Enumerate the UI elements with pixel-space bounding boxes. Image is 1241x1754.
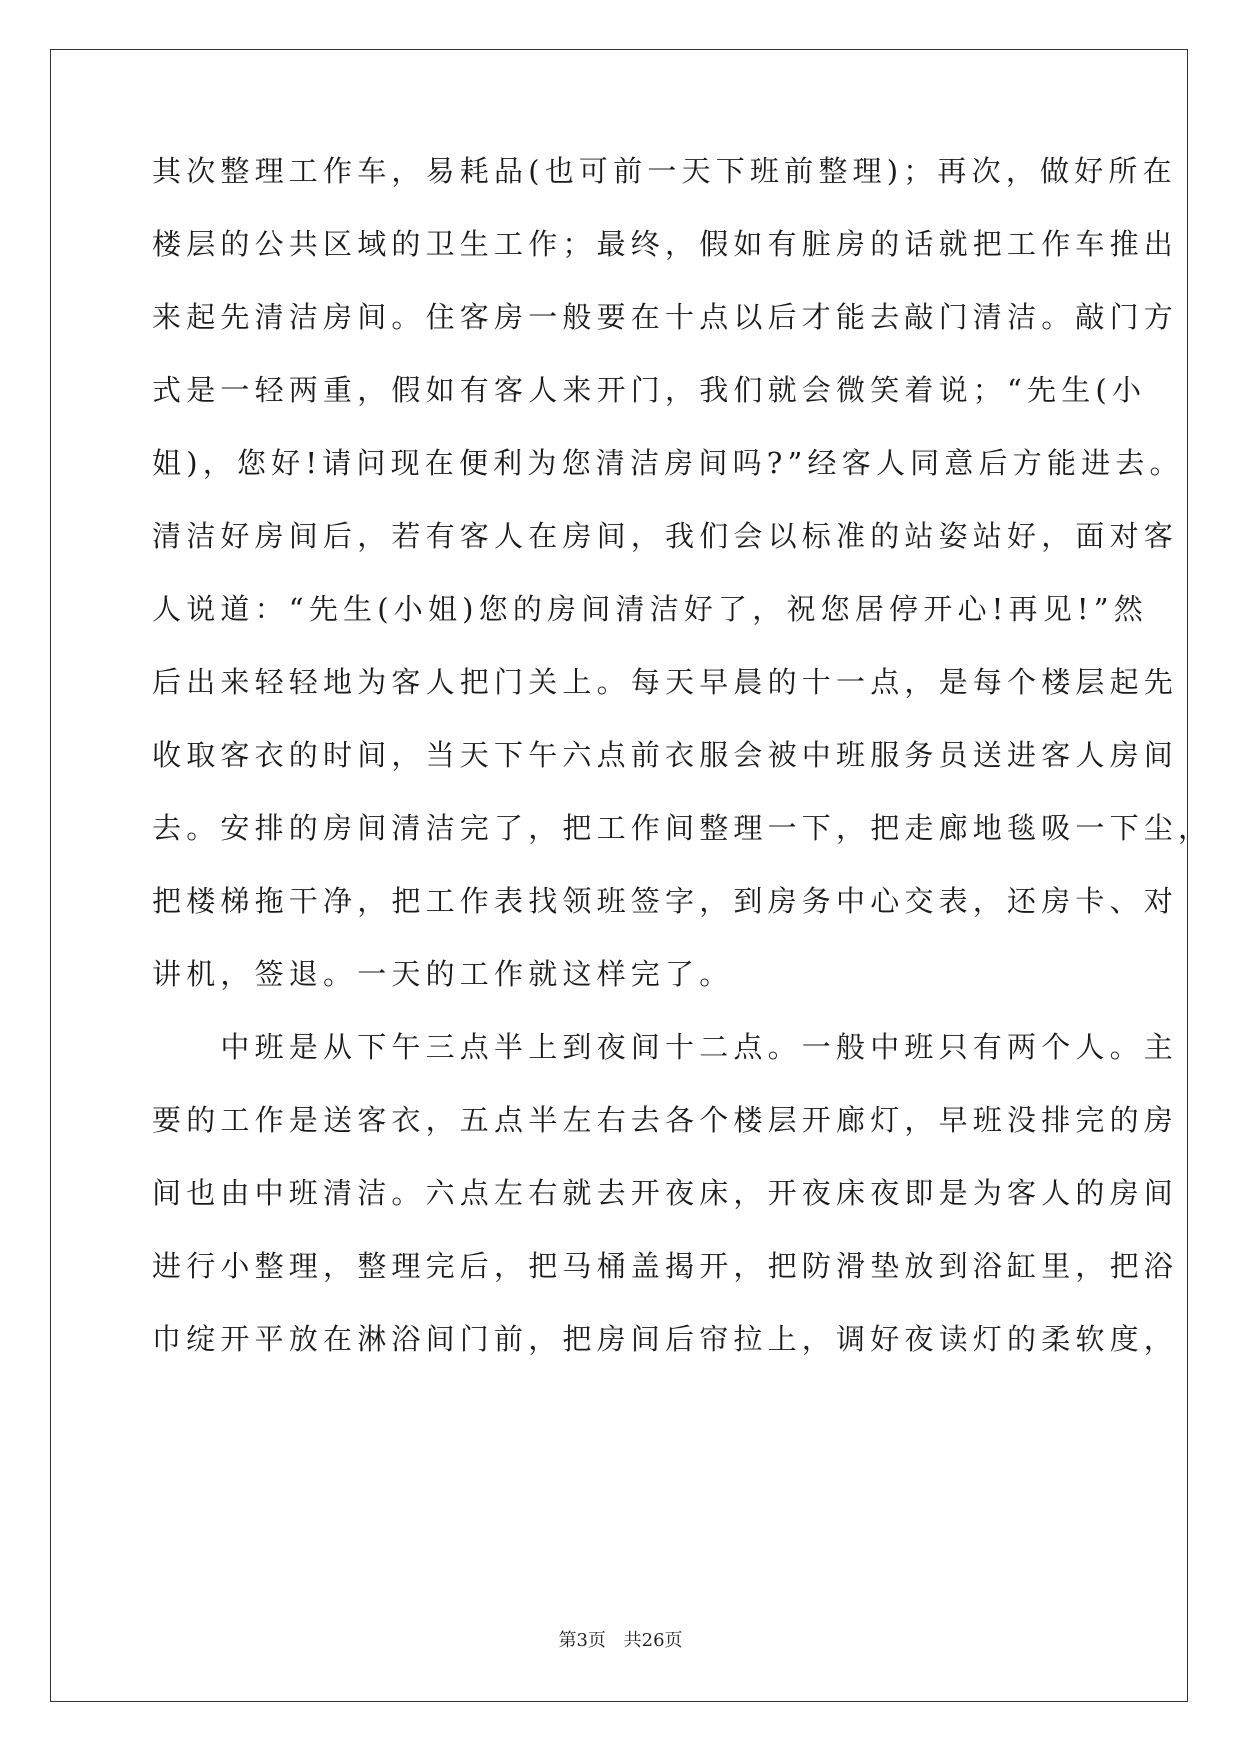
text-line: 间也由中班清洁。六点左右就去开夜床，开夜床夜即是为客人的房间 [152,1176,1179,1210]
page-number: 第3页 [558,1630,606,1651]
text-line: 讲机，签退。一天的工作就这样完了。 [152,957,734,991]
text-line: 楼层的公共区域的卫生工作；最终，假如有脏房的话就把工作车推出 [152,227,1179,261]
text-line: 中班是从下午三点半上到夜间十二点。一般中班只有两个人。主 [152,1030,1179,1064]
text-line: 去。安排的房间清洁完了，把工作间整理一下，把走廊地毯吸一下尘， [152,811,1213,845]
text-line: 人说道：“先生(小姐)您的房间清洁好了，祝您居停开心!再见!”然 [152,592,1148,626]
text-line: 要的工作是送客衣，五点半左右去各个楼层开廊灯，早班没排完的房 [152,1103,1179,1137]
text-line: 式是一轻两重，假如有客人来开门，我们就会微笑着说；“先生(小 [152,373,1147,407]
text-line: 后出来轻轻地为客人把门关上。每天早晨的十一点，是每个楼层起先 [152,665,1179,699]
page-footer [0,1629,1241,1653]
text-line: 收取客衣的时间，当天下午六点前衣服会被中班服务员送进客人房间 [152,738,1179,772]
text-line: 进行小整理，整理完后，把马桶盖揭开，把防滑垫放到浴缸里，把浴 [152,1249,1179,1283]
text-line: 姐)，您好!请问现在便利为您清洁房间吗?”经客人同意后方能进去。 [152,446,1184,480]
text-line: 巾绽开平放在淋浴间门前，把房间后帘拉上，调好夜读灯的柔软度， [152,1322,1179,1356]
page-total: 共26页 [623,1630,683,1651]
text-line: 其次整理工作车，易耗品(也可前一天下班前整理)；再次，做好所在 [152,154,1177,188]
text-line: 来起先清洁房间。住客房一般要在十点以后才能去敲门清洁。敲门方 [152,300,1179,334]
text-line: 清洁好房间后，若有客人在房间，我们会以标准的站姿站好，面对客 [152,519,1179,553]
text-line: 把楼梯拖干净，把工作表找领班签字，到房务中心交表，还房卡、对 [152,884,1179,918]
